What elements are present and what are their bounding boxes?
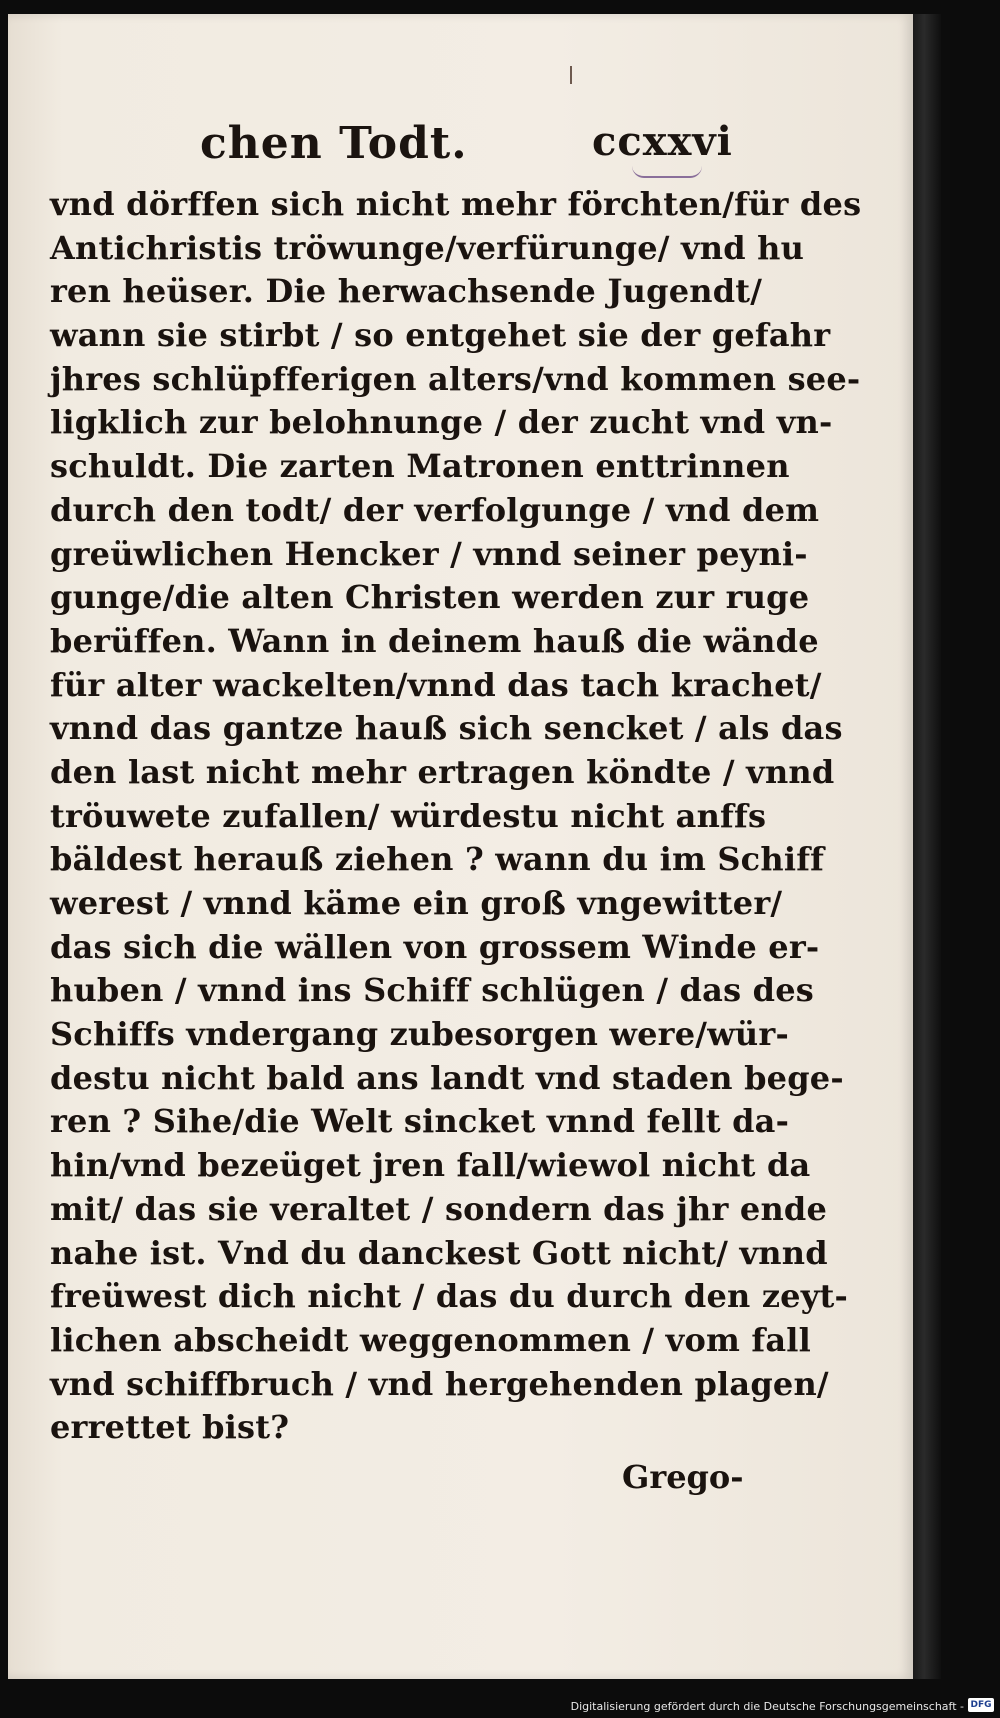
text-line: ren ? Sihe/die Welt sincket vnnd fellt da- [50,1102,790,1141]
text-line: freüwest dich nicht / das du durch den zeyt- [50,1277,849,1316]
text-line: vnnd das gantze hauß sich sencket / als das [50,709,843,748]
text-line: berüffen. Wann in deinem hauß die wände [50,621,819,660]
text-line: mit/ das sie veraltet / sondern das jhr ende [50,1189,828,1228]
body-text-block [50,183,862,1450]
ink-mark [570,66,572,84]
text-line: lichen abscheidt weggenommen / vom fall [50,1320,812,1359]
text-line: Antichristis tröwunge/verfürunge/ vnd hu [50,228,805,267]
catchword: Grego- [622,1458,744,1496]
text-line: vnd dörffen sich nicht mehr förchten/für des [50,185,862,223]
digitization-credit: Digitalisierung gefördert durch die Deutsche Forschungsgemeinschaft - [570,1700,964,1713]
running-title: chen Todt. [200,118,468,169]
text-line: vnd schiffbruch / vnd hergehenden plagen/ [50,1364,829,1403]
text-line: für alter wackelten/vnnd das tach krachet/ [50,665,822,704]
text-line: das sich die wällen von grossem Winde er- [50,927,820,966]
text-line: schuldt. Die zarten Matronen enttrinnen [50,447,790,486]
folio-number: ccxxvi [592,118,733,165]
text-line: ren heüser. Die herwachsende Jugendt/ [50,272,763,311]
text-line: durch den todt/ der verfolgunge / vnd dem [50,490,820,529]
text-line: bäldest herauß ziehen ? wann du im Schiff [50,840,825,879]
page-edge-shadow [913,14,941,1679]
text-line: hin/vnd bezeüget jren fall/wiewol nicht da [50,1146,811,1185]
text-line: destu nicht bald ans landt vnd staden bege- [50,1058,844,1097]
text-line: jhres schlüpfferigen alters/vnd kommen see- [50,359,861,398]
text-line: den last nicht mehr ertragen köndte / vnnd [50,752,835,791]
text-line: ligklich zur belohnunge / der zucht vnd vn- [50,403,833,442]
text-line: huben / vnnd ins Schiff schlügen / das des [50,971,814,1010]
text-line: tröuwete zufallen/ würdestu nicht anffs [50,796,767,835]
folio-underline-mark [632,166,702,178]
text-line: werest / vnnd käme ein groß vngewitter/ [50,884,783,922]
text-line: greüwlichen Hencker / vnnd seiner peyni- [50,534,808,573]
dfg-logo: DFG [968,1698,994,1712]
text-line: nahe ist. Vnd du danckest Gott nicht/ vnnd [50,1233,828,1272]
text-line: Schiffs vndergang zubesorgen were/wür- [50,1015,789,1054]
text-line: errettet bist? [50,1408,290,1447]
text-line: wann sie stirbt / so entgehet sie der gefahr [50,316,831,355]
text-line: gunge/die alten Christen werden zur ruge [50,578,810,617]
